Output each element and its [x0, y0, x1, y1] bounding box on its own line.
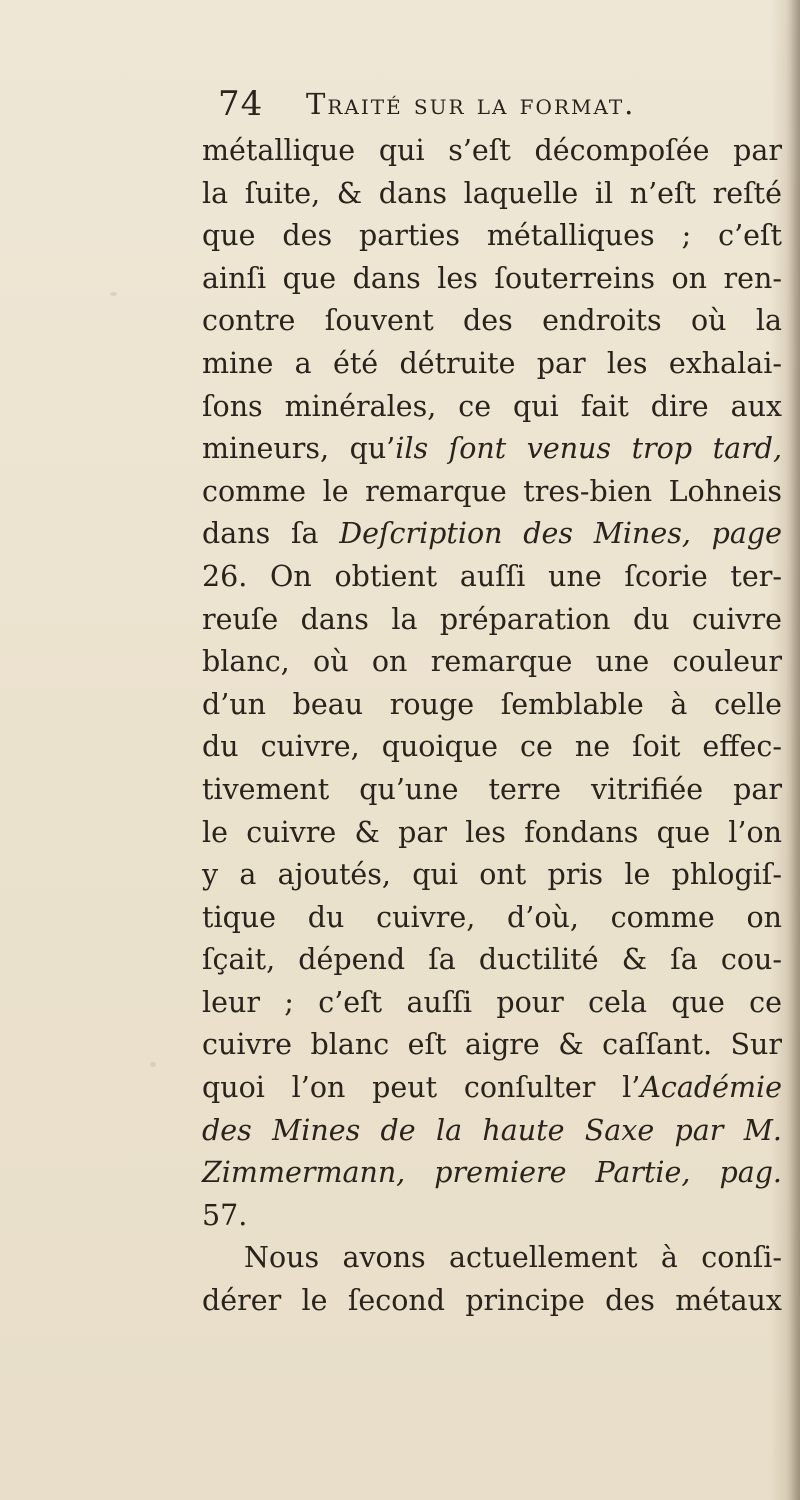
italic-text: Deſcription des Mines, page — [339, 517, 782, 551]
text-run: cuivre blanc eſt aigre & caſſant. Sur — [202, 1028, 782, 1062]
text-run: 57. — [202, 1198, 248, 1232]
text-run: la ſuite, & dans laquelle il n’eſt reſté — [202, 176, 782, 210]
text-run: leur ; c’eſt auſſi pour cela que ce — [202, 985, 782, 1019]
text-run: ainſi que dans les ſouterreins on ren- — [202, 261, 782, 295]
text-line — [202, 300, 782, 343]
text-line — [202, 897, 782, 940]
paper-spot — [110, 292, 117, 296]
page-number: 74 — [218, 84, 264, 124]
text-line — [202, 513, 782, 556]
text-run: ſçait, dépend ſa ductilité & ſa cou- — [202, 943, 782, 977]
text-run: contre ſouvent des endroits où la — [202, 304, 782, 338]
text-run: 26. On obtient auſſi une ſcorie ter- — [202, 559, 782, 593]
text-line — [202, 982, 782, 1025]
text-run: mine a été détruite par les exhalai- — [202, 346, 782, 380]
text-line — [202, 812, 782, 855]
text-run: dérer le ſecond principe des métaux — [202, 1284, 782, 1318]
text-run: y a ajoutés, qui ont pris le phlogiſ- — [202, 858, 782, 892]
text-line — [202, 1067, 782, 1110]
text-line — [202, 556, 782, 599]
text-line — [202, 258, 782, 301]
paper-spot — [150, 1062, 156, 1067]
text-run: le cuivre & par les fondans que l’on — [202, 815, 782, 849]
text-line — [202, 471, 782, 514]
text-line — [202, 854, 782, 897]
text-line — [202, 1237, 782, 1280]
text-run: métallique qui s’eſt décompoſée par — [202, 134, 782, 167]
text-line — [202, 599, 782, 642]
text-line — [202, 684, 782, 727]
text-line — [202, 939, 782, 982]
text-run: quoi l’on peut conſulter l’ — [202, 1071, 641, 1105]
text-line — [202, 1280, 782, 1323]
italic-text: ils ſont venus trop tard, — [395, 432, 782, 466]
italic-text: des Mines de la haute Saxe par M. — [202, 1113, 782, 1147]
page-edge-shadow — [786, 0, 800, 1500]
text-line — [202, 343, 782, 386]
running-title: Traité sur la format. — [306, 87, 636, 121]
text-line — [202, 386, 782, 429]
text-run: d’un beau rouge ſemblable à celle — [202, 687, 782, 721]
text-run: mineurs, qu’ — [202, 432, 396, 466]
text-run: du cuivre, quoique ce ne ſoit effec- — [202, 730, 782, 764]
italic-text: Zimmermann, premiere Partie, pag. — [202, 1156, 782, 1190]
text-line — [202, 726, 782, 769]
text-run: comme le remarque tres-bien Lohneis — [202, 474, 782, 508]
body-text — [202, 130, 782, 1323]
text-run: dans ſa — [202, 517, 340, 551]
text-line — [202, 428, 782, 471]
text-line — [202, 769, 782, 812]
text-line — [202, 130, 782, 173]
text-line — [202, 173, 782, 216]
text-line — [202, 641, 782, 684]
text-line — [202, 215, 782, 258]
text-run: tivement qu’une terre vitrifiée par — [202, 772, 782, 806]
text-run: Nous avons actuellement à conſi- — [244, 1241, 782, 1275]
text-line — [202, 1024, 782, 1067]
text-run: reuſe dans la préparation du cuivre — [202, 602, 782, 636]
text-line — [202, 1152, 782, 1195]
text-run: tique du cuivre, d’où, comme on — [202, 900, 782, 934]
text-run: que des parties métalliques ; c’eſt — [202, 219, 782, 253]
page-header — [218, 82, 778, 126]
italic-text: Académie — [640, 1071, 782, 1105]
text-line — [202, 1195, 782, 1238]
text-line — [202, 1110, 782, 1153]
text-run: blanc, où on remarque une couleur — [202, 645, 782, 679]
text-run: ſons minérales, ce qui fait dire aux — [202, 389, 782, 423]
